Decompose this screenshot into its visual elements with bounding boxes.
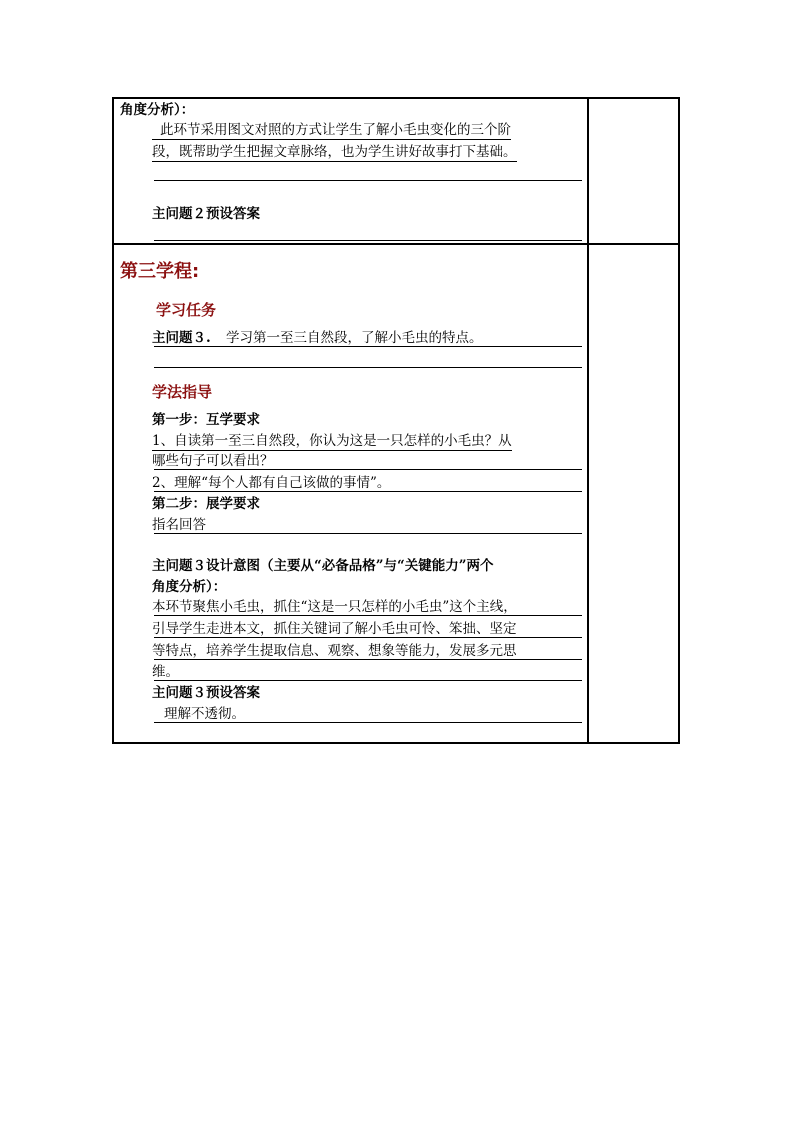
task-heading: 学习任务 — [156, 301, 217, 319]
design-para-line3: 等特点，培养学生提取信息、观察、想象等能力，发展多元思 — [152, 643, 517, 659]
step1-label: 第一步：互学要求 — [152, 412, 260, 428]
answer-line — [154, 491, 582, 492]
answer-line — [154, 469, 582, 470]
answer-line — [154, 533, 582, 534]
step1-item1-line2: 哪些句子可以看出？ — [152, 453, 274, 469]
step2-label: 第二步：展学要求 — [152, 496, 260, 512]
design-paragraph-line2: 段，既帮助学生把握文章脉络，也为学生讲好故事打下基础。 — [152, 144, 517, 160]
lesson-table — [112, 97, 680, 744]
angle-analysis-label: 角度分析）： — [120, 102, 195, 118]
design-paragraph-line1: 此环节采用图文对照的方式让学生了解小毛虫变化的三个阶 — [152, 121, 511, 140]
answer-line — [154, 680, 582, 681]
answer-line — [154, 615, 582, 616]
answer-line — [154, 743, 582, 744]
q2-answer-label: 主问题２预设答案 — [152, 206, 260, 222]
table-row-section3 — [114, 245, 678, 742]
section-title: 第三学程: — [120, 261, 200, 282]
answer-line — [154, 240, 582, 241]
answer-line — [154, 659, 582, 660]
step1-item1-line1: 1、自读第一至三自然段，你认为这是一只怎样的小毛虫？从 — [152, 433, 512, 449]
answer-line — [154, 346, 582, 347]
step2-text: 指名回答 — [152, 517, 206, 533]
design-para-line2: 引导学生走进本文，抓住关键词了解小毛虫可怜、笨拙、坚定 — [152, 621, 517, 637]
answer-line — [154, 637, 582, 638]
q3-text: 学习第一至三自然段，了解小毛虫的特点。 — [226, 330, 483, 346]
q3-answer-text: 理解不透彻。 — [164, 706, 245, 722]
answer-line — [154, 367, 582, 368]
answer-line — [154, 722, 582, 723]
answer-line — [154, 180, 582, 181]
q3-label: 主问题３. — [152, 330, 211, 346]
design-intent-line2: 角度分析）： — [152, 579, 227, 595]
design-intent-line1: 主问题３设计意图（主要从“必备品格”与“关键能力”两个 — [152, 558, 494, 574]
q3-answer-label: 主问题３预设答案 — [152, 685, 260, 701]
table-row-continued — [114, 99, 678, 245]
step1-item2: 2、理解“每个人都有自己该做的事情”。 — [152, 475, 391, 491]
design-para-line4: 维。 — [152, 664, 179, 680]
method-heading: 学法指导 — [152, 383, 213, 401]
design-para-line1: 本环节聚焦小毛虫，抓住“这是一只怎样的小毛虫”这个主线， — [152, 599, 517, 615]
